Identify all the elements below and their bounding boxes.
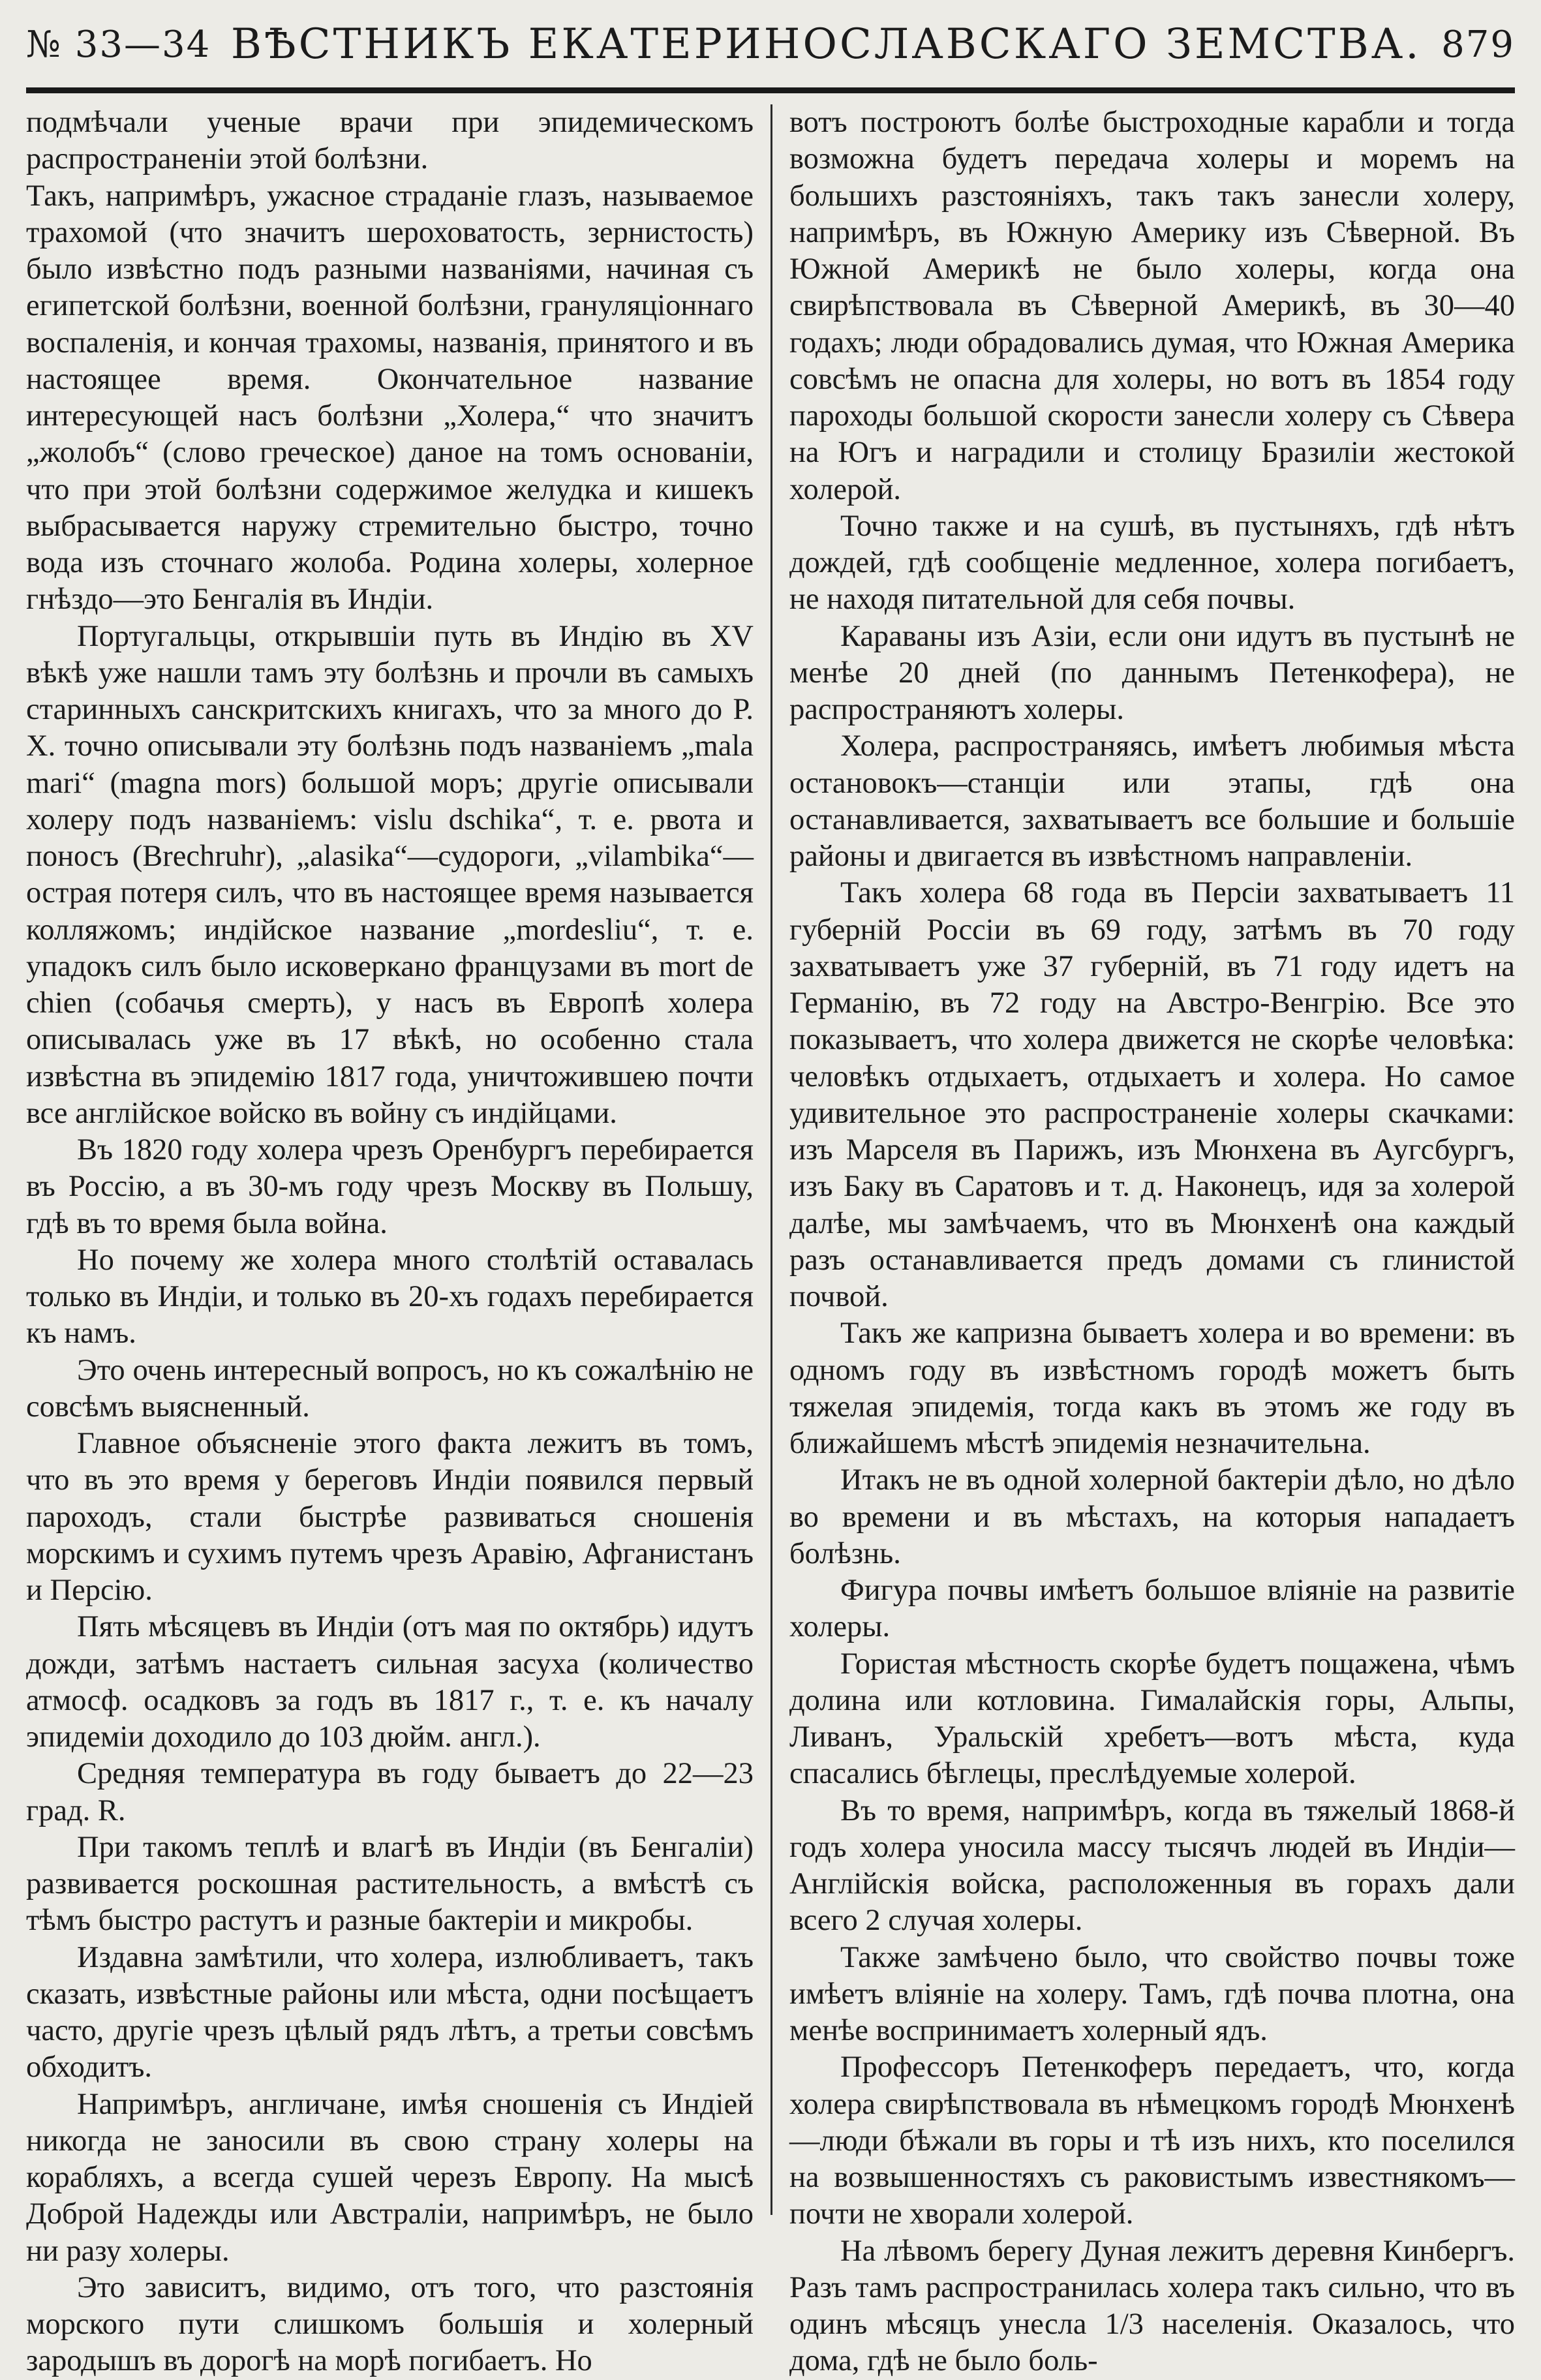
paragraph: При такомъ теплѣ и влагѣ въ Индіи (въ Бенгаліи) развивается роскошная растительность, а вмѣстѣ съ тѣмъ быстро растутъ и разные бактеріи и микробы. [26,1830,754,1938]
paragraph: Въ то время, напримѣръ, когда въ тяжелый 1868-й годъ холера уносила массу тысячъ людей въ Индіи—Англійскія войска, расположенныя въ горахъ дали всего 2 случая холеры. [789,1793,1515,1938]
paragraph: Это зависитъ, видимо, отъ того, что разстоянія морского пути слишкомъ большія и холерный зародышъ въ дорогѣ на морѣ погибаетъ. Но [26,2270,754,2378]
journal-title: ВѢСТНИКЪ ЕКАТЕРИНОСЛАВСКАГО ЗЕМСТВА. [230,20,1422,69]
paragraph: Такъ холера 68 года въ Персіи захватываетъ 11 губерній Россіи въ 69 году, затѣмъ въ 70 году захватываетъ уже 37 губерній, въ 71 году идетъ на Германію, въ 72 году на Австро-Венгрію. Все это показываетъ, что холера движется не скорѣе человѣка: человѣкъ отдыхаетъ, отдыхаетъ и холера. Но самое удивительное это распространеніе холеры скачками: изъ Марселя въ Парижъ, изъ Мюнхена въ Аугсбургъ, изъ Баку въ Саратовъ и т. д. Наконецъ, идя за холерой далѣе, мы замѣчаемъ, что въ Мюнхенѣ она каждый разъ останавливается предъ домами съ глинистой почвой. [789,876,1515,1313]
paragraph: Средняя температура въ году бываетъ до 22—23 град. R. [26,1757,754,1827]
paragraph: Холера, распространяясь, имѣетъ любимыя мѣста остановокъ—станціи или этапы, гдѣ она останавливается, захватываетъ все большие и большіе районы и двигается въ извѣстномъ направленіи. [789,729,1515,873]
paragraph: Такъ, напримѣръ, ужасное страданіе глазъ, называемое трахомой (что значитъ шероховатость, зернистость) было извѣстно подъ разными названіями, начиная съ египетской болѣзни, военной болѣзни, грануляціоннаго воспаленія, и кончая трахомы, названія, принятого и въ настоящее время. Окончательное название интересующей насъ болѣзни „Холера,“ что значитъ „жолобъ“ (слово греческое) даное на томъ основаніи, что при этой болѣзни содержимое желудка и кишекъ выбрасывается наружу стремительно быстро, точно вода изъ сточнаго жолоба. Родина холеры, холерное гнѣздо—это Бенгалія въ Индіи. [26,179,754,617]
issue-number: № 33—34 [26,23,211,66]
paragraph: Точно также и на сушѣ, въ пустыняхъ, гдѣ нѣтъ дождей, гдѣ сообщеніе медленное, холера погибаетъ, не находя питательной для себя почвы. [789,509,1515,617]
paragraph: Но почему же холера много столѣтій оставалась только въ Индіи, и только въ 20-хъ годахъ перебирается къ намъ. [26,1243,754,1350]
paragraph: Гористая мѣстность скорѣе будетъ пощажена, чѣмъ долина или котловина. Гималайскія горы, Альпы, Ливанъ, Уральскій хребетъ—вотъ мѣста, куда спасались бѣглецы, преслѣдуемые холерой. [789,1647,1515,1791]
paragraph: Португальцы, открывшіи путь въ Индію въ XV вѣкѣ уже нашли тамъ эту болѣзнь и прочли въ самыхъ старинныхъ санскритскихъ книгахъ, что за много до Р. Х. точно описывали эту болѣзнь подъ названіемъ „mala mari“ (magna mors) большой моръ; другіе описывали холеру подъ названіемъ: vislu dschika“, т. е. рвота и поносъ (Brechruhr), „alasika“—судороги, „vilambika“—острая потеря силъ, что въ настоящее время называется колляжомъ; индійское название „mordesliu“, т. е. упадокъ силъ было исковеркано французами въ mort de chien (собачья смерть), у насъ въ Европѣ холера описывалась уже въ 17 вѣкѣ, но особенно стала извѣстна въ эпидемію 1817 года, уничтожившею почти все англійское войско въ войну съ индійцами. [26,619,754,1130]
page-header [26,12,1515,77]
paragraph: На лѣвомъ берегу Дуная лежитъ деревня Кинбергъ. Разъ тамъ распространилась холера такъ сильно, что въ одинъ мѣсяцъ унесла 1/3 населенія. Оказалось, что дома, гдѣ не было боль- [789,2234,1515,2378]
paragraph: Издавна замѣтили, что холера, излюбливаетъ, такъ сказать, извѣстные районы или мѣста, одни посѣщаетъ часто, другіе чрезъ цѣлый рядъ лѣтъ, а третьи совсѣмъ обходитъ. [26,1940,754,2084]
text-columns [26,104,1515,2378]
paragraph: Главное объясненіе этого факта лежитъ въ томъ, что въ это время у береговъ Индіи появился первый пароходъ, стали быстрѣе развиваться сношенія морскимъ и сухимъ путемъ чрезъ Аравію, Афганистанъ и Персію. [26,1427,754,1607]
paragraph: Пять мѣсяцевъ въ Индіи (отъ мая по октябрь) идутъ дожди, затѣмъ настаетъ сильная засуха (количество атмосф. осадковъ за годъ въ 1817 г., т. е. къ началу эпидеміи доходило до 103 дюйм. англ.). [26,1610,754,1754]
left-column [26,104,770,2378]
paragraph: Профессоръ Петенкоферъ передаетъ, что, когда холера свирѣпствовала въ нѣмецкомъ городѣ Мюнхенѣ—люди бѣжали въ горы и тѣ изъ нихъ, кто поселился на возвышенностяхъ съ раковистымъ известнякомъ—почти не хворали холерой. [789,2051,1515,2231]
paragraph: Это очень интересный вопросъ, но къ сожалѣнію не совсѣмъ выясненный. [26,1353,754,1424]
paragraph: Караваны изъ Азіи, если они идутъ въ пустынѣ не менѣе 20 дней (по даннымъ Петенкофера), не распространяютъ холеры. [789,619,1515,726]
paragraph: Въ 1820 году холера чрезъ Оренбургъ перебирается въ Россію, а въ 30-мъ году чрезъ Москву въ Польшу, гдѣ въ то время была война. [26,1133,754,1240]
paragraph: Такъ же капризна бываетъ холера и во времени: въ одномъ году въ извѣстномъ городѣ можетъ быть тяжелая эпидемія, тогда какъ въ этомъ же году въ ближайшемъ мѣстѣ эпидемія незначительна. [789,1317,1515,1460]
paragraph: подмѣчали ученые врачи при эпидемическомъ распространеніи этой болѣзни. [26,106,754,176]
paragraph: Фигура почвы имѣетъ большое вліяніе на развитіе холеры. [789,1574,1515,1644]
page-number: 879 [1441,23,1515,66]
paragraph: Также замѣчено было, что свойство почвы тоже имѣетъ вліяніе на холеру. Тамъ, гдѣ почва плотна, она менѣе воспринимаетъ холерный ядъ. [789,1940,1515,2047]
header-rule [26,87,1515,93]
paragraph: вотъ построютъ болѣе быстроходные карабли и тогда возможна будетъ передача холеры и моремъ на большихъ разстояніяхъ, такъ такъ занесли холеру, напримѣръ, въ Южную Америку изъ Сѣверной. Въ Южной Америкѣ не было холеры, когда она свирѣпствовала въ Сѣверной Америкѣ, въ 30—40 годахъ; люди обрадовались думая, что Южная Америка совсѣмъ не опасна для холеры, но вотъ въ 1854 году пароходы большой скорости занесли холеру съ Сѣвера на Югъ и наградили и столицу Бразиліи жестокой холерой. [789,106,1515,506]
paragraph: Напримѣръ, англичане, имѣя сношенія съ Индіей никогда не заносили въ свою страну холеры на корабляхъ, а всегда сушей черезъ Европу. На мысѣ Доброй Надежды или Австраліи, напримѣръ, не было ни разу холеры. [26,2087,754,2268]
right-column [770,104,1515,2378]
paragraph: Итакъ не въ одной холерной бактеріи дѣло, но дѣло во времени и въ мѣстахъ, на которыя нападаетъ болѣзнь. [789,1463,1515,1570]
